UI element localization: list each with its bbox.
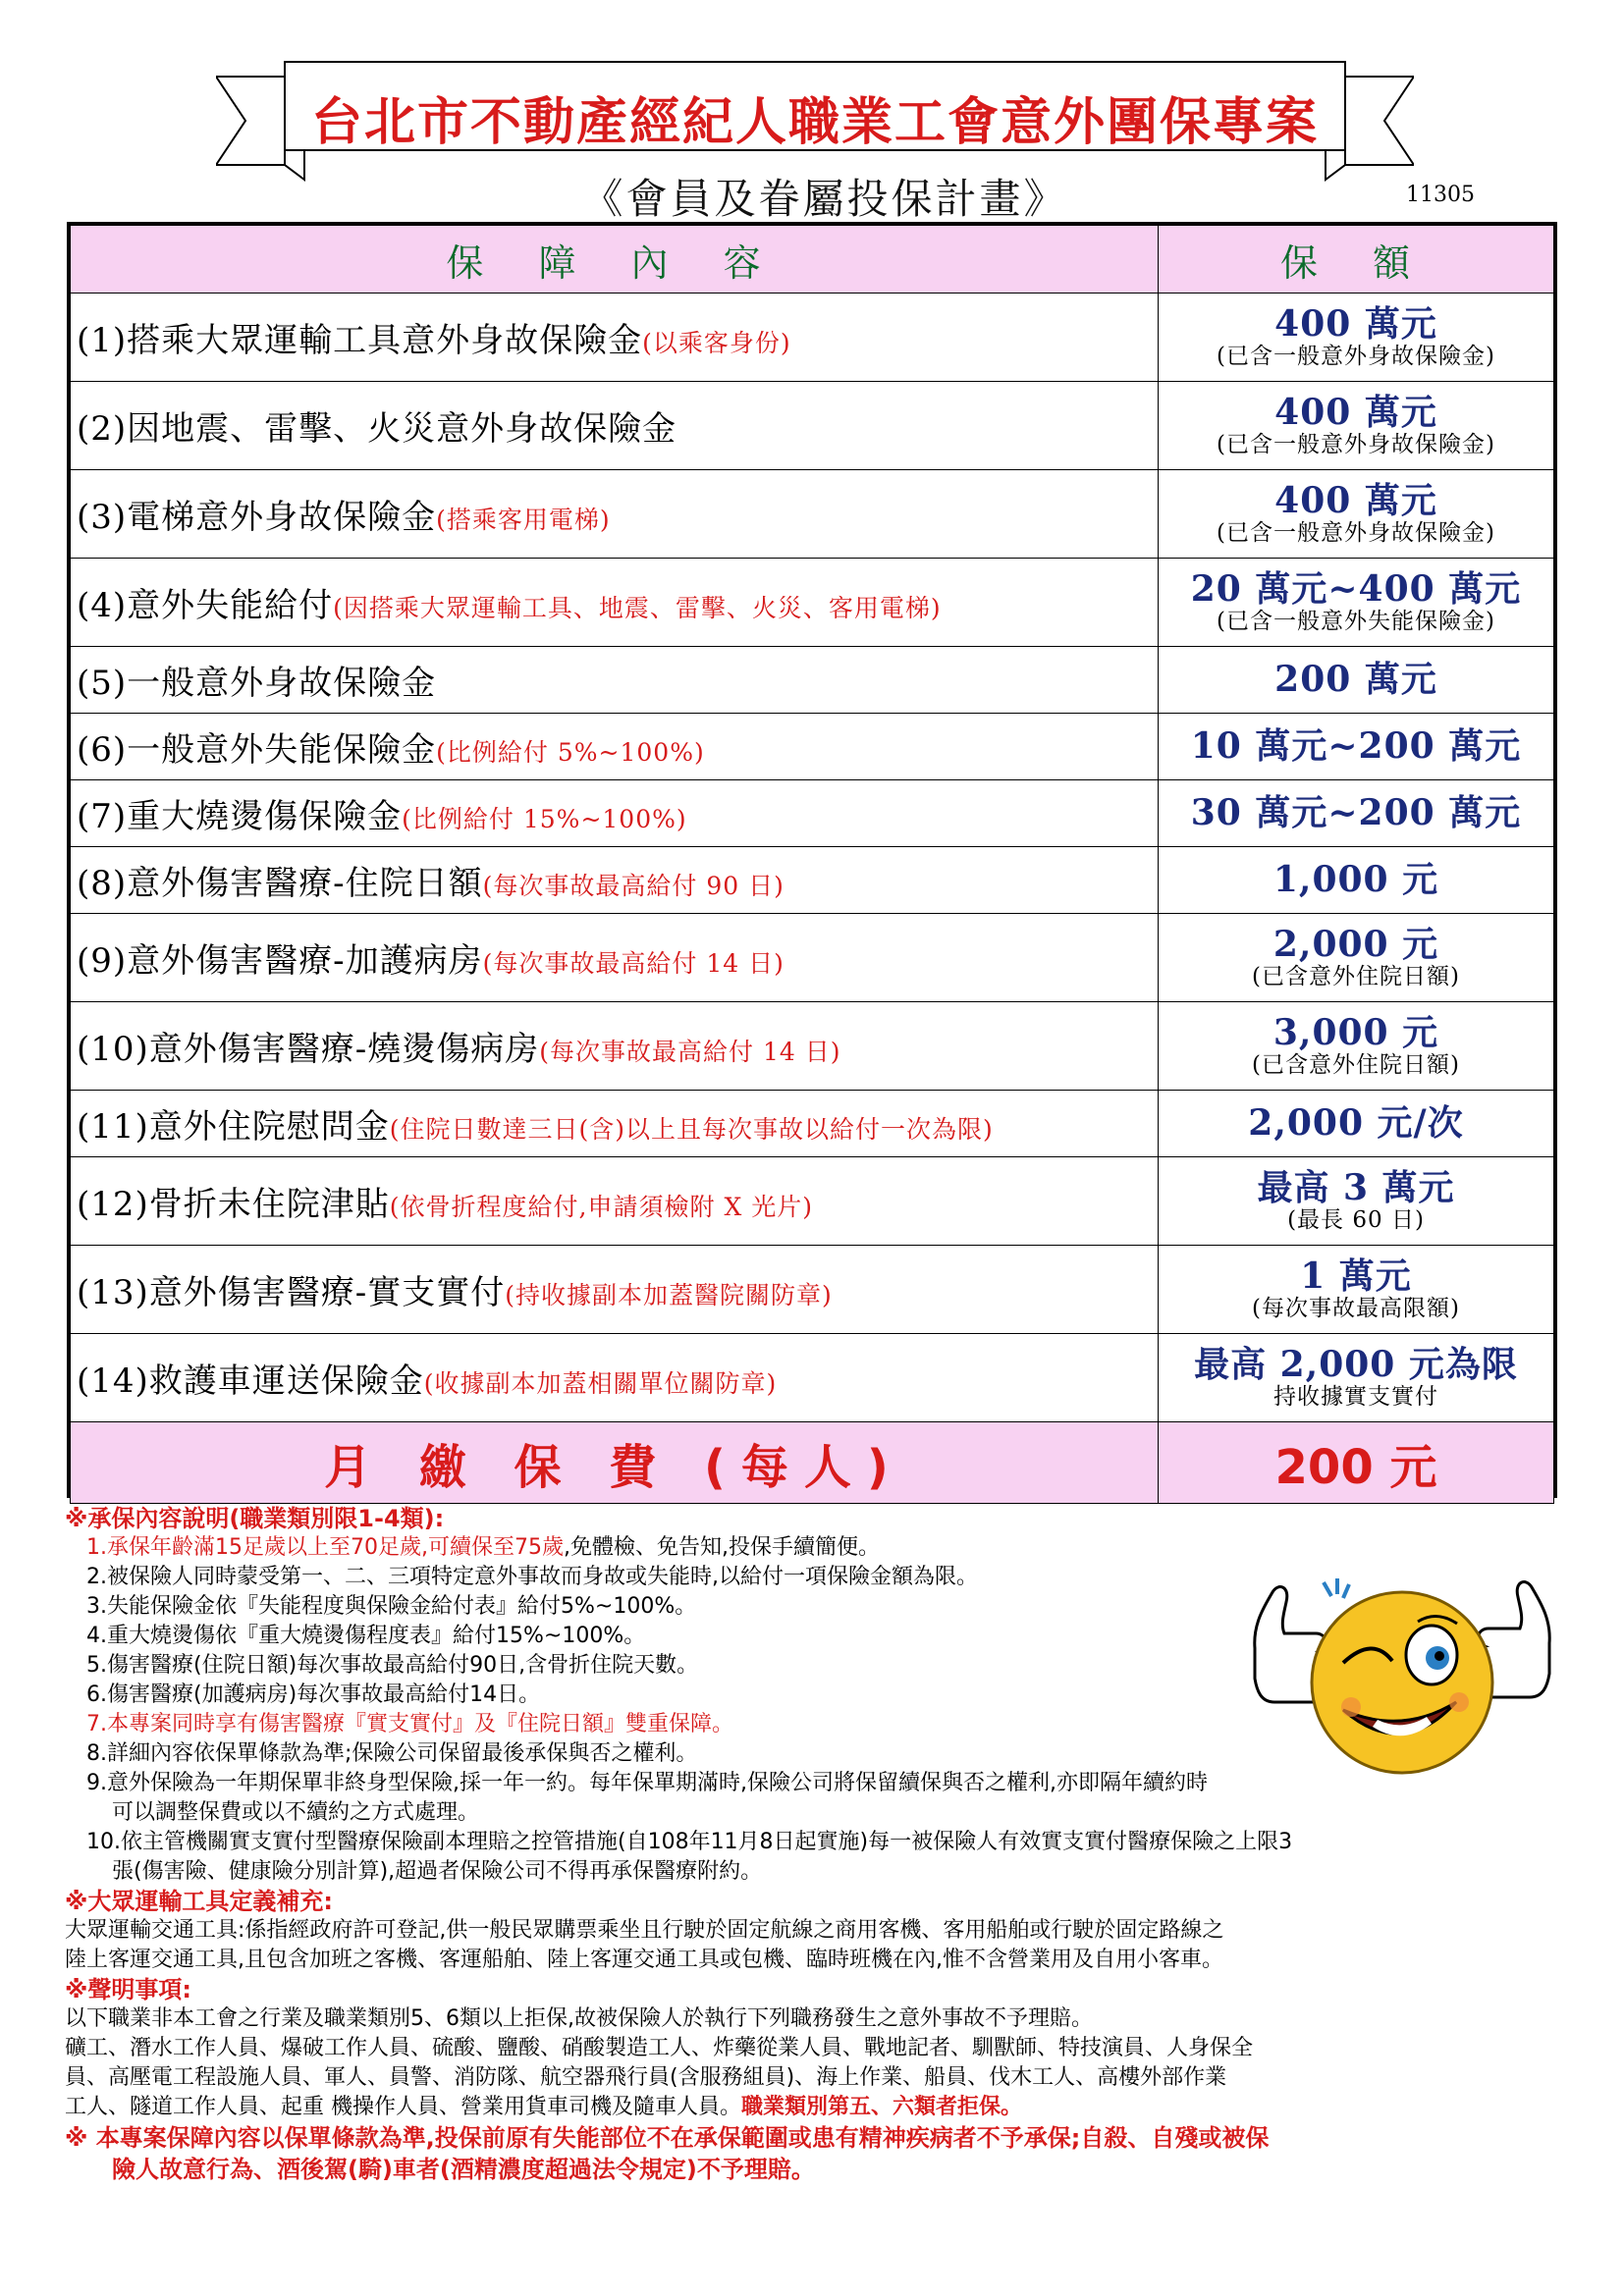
coverage-item <box>71 780 1159 847</box>
coverage-item <box>71 1002 1159 1091</box>
coverage-item-label: (4)意外失能給付 <box>77 586 334 625</box>
column-header-amount: 保 額 <box>1159 226 1554 294</box>
document-code: 11305 <box>1406 183 1475 207</box>
coverage-item-note: (以乘客身份) <box>642 329 791 357</box>
notes-section <box>65 1504 1577 2185</box>
coverage-amount-value: 3,000 元 <box>1272 1012 1439 1054</box>
premium-label: 月 繳 保 費 (每人) <box>71 1422 1159 1504</box>
coverage-amount-value: 10 萬元~200 萬元 <box>1190 725 1522 768</box>
coverage-row <box>71 847 1554 914</box>
coverage-item-note: (每次事故最高給付 14 日) <box>539 1038 841 1066</box>
coverage-item-label: (12)骨折未住院津貼 <box>77 1185 390 1224</box>
premium-value: 200 元 <box>1159 1422 1554 1504</box>
coverage-amount <box>1159 1157 1554 1246</box>
coverage-table <box>67 222 1557 1498</box>
coverage-item-note: (住院日數達三日(含)以上且每次事故以給付一次為限) <box>389 1115 994 1144</box>
coverage-row <box>71 559 1554 647</box>
coverage-amount <box>1159 1334 1554 1422</box>
coverage-amount-value: 400 萬元 <box>1274 303 1437 346</box>
coverage-item-label: (3)電梯意外身故保險金 <box>77 498 437 537</box>
coverage-item-label: (6)一般意外失能保險金 <box>77 730 437 770</box>
note-1-rest: ,免體檢、免告知,投保手續簡便。 <box>563 1535 880 1560</box>
statement-d-text: 工人、隧道工作人員、起重 機操作人員、營業用貨車司機及隨車人員。 <box>65 2095 741 2119</box>
coverage-item-label: (2)因地震、雷擊、火災意外身故保險金 <box>77 409 677 449</box>
note-9b: 可以調整保費或以不續約之方式處理。 <box>112 1800 480 1825</box>
coverage-item <box>71 294 1159 382</box>
coverage-row <box>71 714 1554 780</box>
coverage-amount <box>1159 382 1554 470</box>
coverage-item-note: (每次事故最高給付 14 日) <box>482 949 785 978</box>
coverage-amount-value: 200 萬元 <box>1274 659 1437 701</box>
transport-definition-a: 大眾運輸交通工具:係指經政府許可登記,供一般民眾購票乘坐且行駛於固定航線之商用客機、客用船舶或行駛於固定路線之 <box>65 1918 1224 1943</box>
coverage-item-label: (8)意外傷害醫療-住院日額 <box>77 864 483 903</box>
note-5: 5.傷害醫療(住院日額)每次事故最高給付90日,含骨折住院天數。 <box>86 1653 699 1678</box>
coverage-amount <box>1159 780 1554 847</box>
coverage-item-label: (5)一般意外身故保險金 <box>77 664 437 703</box>
coverage-item-note: (比例給付 5%~100%) <box>436 738 705 767</box>
note-9a: 9.意外保險為一年期保單非終身型保險,採一年一約。每年保單期滿時,保險公司將保留續保與否之權利,亦即隔年續約時 <box>86 1771 1208 1795</box>
column-header-content: 保 障 內 容 <box>71 226 1159 294</box>
page-title: 台北市不動產經紀人職業工會意外團保專案 <box>310 93 1319 152</box>
note-6: 6.傷害醫療(加護病房)每次事故最高給付14日。 <box>86 1682 541 1707</box>
coverage-item-note: (收據副本加蓋相關單位關防章) <box>423 1369 778 1398</box>
coverage-item-note: (搭乘客用電梯) <box>436 506 611 534</box>
coverage-amount-note: (已含意外住院日額) <box>1252 1051 1460 1078</box>
coverage-item <box>71 1246 1159 1334</box>
notes-heading-coverage: ※承保內容說明(職業類別限1-4類): <box>65 1505 445 1532</box>
coverage-row <box>71 1246 1554 1334</box>
coverage-item-note: (依骨折程度給付,申請須檢附 X 光片) <box>389 1193 813 1221</box>
coverage-item-note: (每次事故最高給付 90 日) <box>482 872 785 900</box>
coverage-item-label: (9)意外傷害醫療-加護病房 <box>77 941 483 981</box>
coverage-amount-note: (最長 60 日) <box>1287 1206 1425 1233</box>
coverage-item-label: (13)意外傷害醫療-實支實付 <box>77 1273 506 1312</box>
final-disclaimer-b: 險人故意行為、酒後駕(騎)車者(酒精濃度超過法令規定)不予理賠。 <box>112 2156 815 2183</box>
note-10b: 張(傷害險、健康險分別計算),超過者保險公司不得再承保醫療附約。 <box>112 1859 763 1884</box>
coverage-amount <box>1159 1246 1554 1334</box>
coverage-amount-value: 最高 3 萬元 <box>1257 1167 1455 1209</box>
coverage-amount-value: 1,000 元 <box>1272 859 1439 901</box>
coverage-amount-value: 2,000 元/次 <box>1248 1102 1464 1145</box>
coverage-item <box>71 382 1159 470</box>
coverage-amount <box>1159 294 1554 382</box>
final-disclaimer-a: ※ 本專案保障內容以保單條款為準,投保前原有失能部位不在承保範圍或患有精神疾病者不予承保;自殺、自殘或被保 <box>65 2124 1270 2152</box>
coverage-amount-note: (已含一般意外身故保險金) <box>1217 343 1495 369</box>
transport-definition-b: 陸上客運交通工具,且包含加班之客機、客運船舶、陸上客運交通工具或包機、臨時班機在內,惟不含營業用及自用小客車。 <box>65 1948 1223 1972</box>
coverage-amount-value: 30 萬元~200 萬元 <box>1190 792 1522 834</box>
coverage-row <box>71 1002 1554 1091</box>
coverage-item-label: (1)搭乘大眾運輸工具意外身故保險金 <box>77 321 643 360</box>
coverage-amount <box>1159 1091 1554 1157</box>
statement-b: 礦工、潛水工作人員、爆破工作人員、硫酸、鹽酸、硝酸製造工人、炸藥從業人員、戰地記者、馴獸師、特技演員、人身保全 <box>65 2036 1254 2060</box>
coverage-item <box>71 847 1159 914</box>
notes-heading-statement: ※聲明事項: <box>65 1976 191 2003</box>
coverage-amount <box>1159 1002 1554 1091</box>
coverage-amount <box>1159 559 1554 647</box>
coverage-amount-note: 持收據實支實付 <box>1273 1383 1438 1410</box>
coverage-row <box>71 294 1554 382</box>
coverage-item-label: (10)意外傷害醫療-燒燙傷病房 <box>77 1030 540 1069</box>
coverage-item-label: (7)重大燒燙傷保險金 <box>77 797 403 836</box>
coverage-row <box>71 1334 1554 1422</box>
coverage-row <box>71 780 1554 847</box>
coverage-row <box>71 382 1554 470</box>
coverage-item <box>71 470 1159 559</box>
note-8: 8.詳細內容依保單條款為準;保險公司保留最後承保與否之權利。 <box>86 1741 698 1766</box>
coverage-item-label: (11)意外住院慰問金 <box>77 1107 390 1147</box>
coverage-amount-value: 20 萬元~400 萬元 <box>1190 568 1522 611</box>
coverage-item <box>71 1091 1159 1157</box>
page-subtitle: 《會員及眷屬投保計畫》 <box>581 175 1068 223</box>
coverage-amount <box>1159 470 1554 559</box>
coverage-item-note: (持收據副本加蓋醫院關防章) <box>505 1281 833 1309</box>
note-7: 7.本專案同時享有傷害醫療『實支實付』及『住院日額』雙重保障。 <box>86 1712 733 1736</box>
note-10a: 10.依主管機關實支實付型醫療保險副本理賠之控管措施(自108年11月8日起實施)每一被保險人有效實支實付醫療保險之上限3 <box>86 1830 1293 1854</box>
note-1 <box>65 1533 1577 1563</box>
coverage-row <box>71 1091 1554 1157</box>
note-2: 2.被保險人同時蒙受第一、二、三項特定意外事故而身故或失能時,以給付一項保險金額為限。 <box>86 1565 978 1589</box>
coverage-item-label: (14)救護車運送保險金 <box>77 1362 424 1401</box>
statement-d <box>65 2093 1577 2122</box>
coverage-amount-value: 2,000 元 <box>1272 924 1439 966</box>
coverage-amount-note: (已含一般意外身故保險金) <box>1217 431 1495 457</box>
coverage-amount-note: (已含意外住院日額) <box>1252 963 1460 989</box>
coverage-row <box>71 647 1554 714</box>
coverage-item <box>71 714 1159 780</box>
coverage-row <box>71 1157 1554 1246</box>
coverage-amount-note: (已含一般意外失能保險金) <box>1217 608 1495 634</box>
coverage-amount-note: (每次事故最高限額) <box>1252 1295 1460 1321</box>
coverage-amount <box>1159 714 1554 780</box>
coverage-row <box>71 470 1554 559</box>
coverage-amount-value: 最高 2,000 元為限 <box>1194 1344 1518 1386</box>
coverage-amount <box>1159 647 1554 714</box>
note-3: 3.失能保險金依『失能程度與保險金給付表』給付5%~100%。 <box>86 1594 697 1619</box>
coverage-row <box>71 914 1554 1002</box>
coverage-item <box>71 559 1159 647</box>
note-4: 4.重大燒燙傷依『重大燒燙傷程度表』給付15%~100%。 <box>86 1624 646 1648</box>
note-1-highlight: 1.承保年齡滿15足歲以上至70足歲,可續保至75歲 <box>86 1535 564 1560</box>
coverage-item <box>71 914 1159 1002</box>
notes-heading-transport: ※大眾運輸工具定義補充: <box>65 1888 333 1915</box>
statement-c: 員、高壓電工程設施人員、軍人、員警、消防隊、航空器飛行員(含服務組員)、海上作業、船員、伐木工人、高樓外部作業 <box>65 2065 1227 2090</box>
coverage-item <box>71 1334 1159 1422</box>
coverage-item-note: (比例給付 15%~100%) <box>402 805 687 833</box>
coverage-amount <box>1159 914 1554 1002</box>
coverage-amount-value: 400 萬元 <box>1274 392 1437 434</box>
statement-a: 以下職業非本工會之行業及職業類別5、6類以上拒保,故被保險人於執行下列職務發生之意外事故不予理賠。 <box>65 2006 1093 2031</box>
coverage-amount-value: 400 萬元 <box>1274 480 1437 522</box>
coverage-item-note: (因搭乘大眾運輸工具、地震、雷擊、火災、客用電梯) <box>333 594 942 622</box>
coverage-amount <box>1159 847 1554 914</box>
coverage-amount-note: (已含一般意外身故保險金) <box>1217 519 1495 546</box>
coverage-item <box>71 647 1159 714</box>
statement-d-highlight: 職業類別第五、六類者拒保。 <box>741 2095 1023 2119</box>
coverage-amount-value: 1 萬元 <box>1300 1255 1412 1298</box>
coverage-item <box>71 1157 1159 1246</box>
